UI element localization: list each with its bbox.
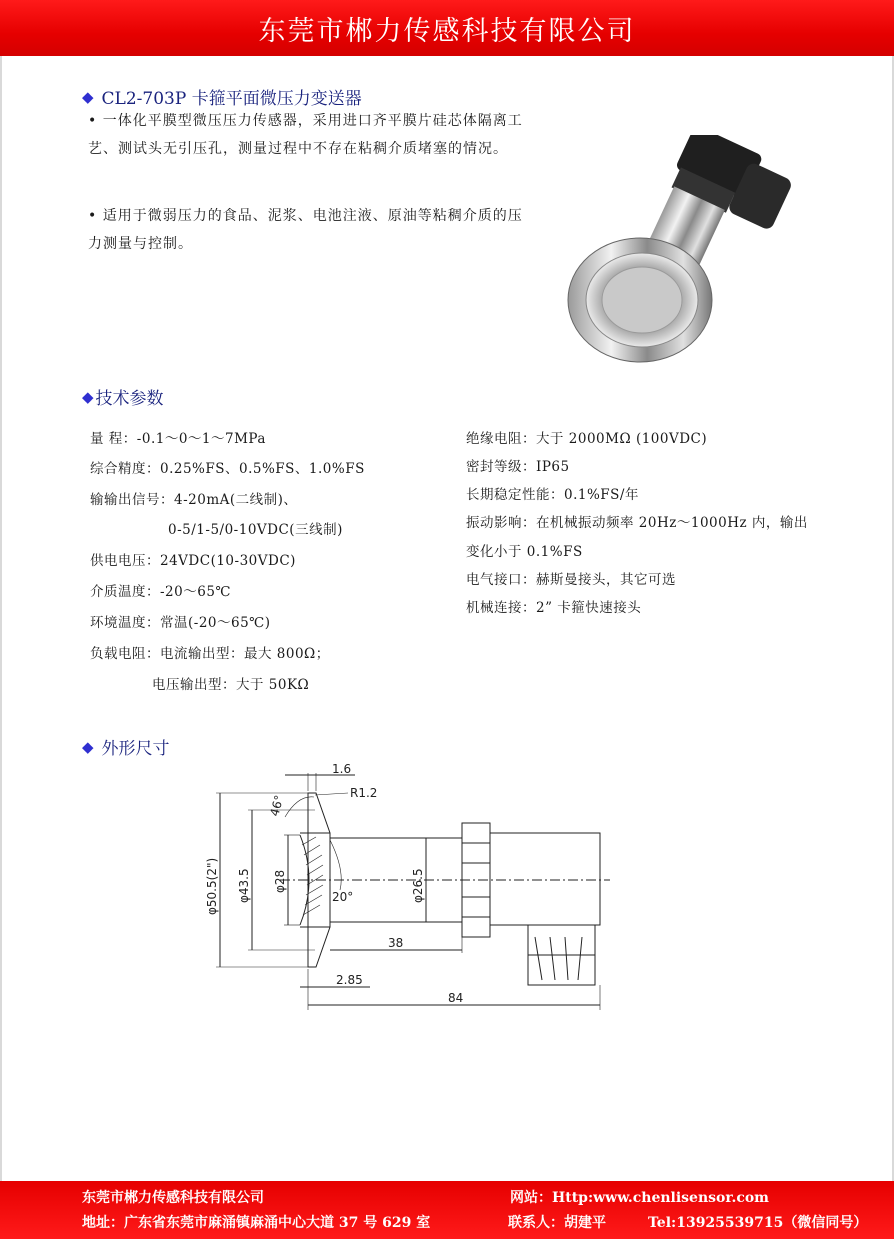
dimensions-title-row	[82, 734, 170, 759]
spec-range: 量 程：-0.1～0～1～7MPa	[90, 431, 266, 447]
spec-electrical: 电气接口：赫斯曼接头，其它可选	[466, 572, 676, 588]
footer-company: 东莞市郴力传感科技有限公司	[82, 1190, 264, 1206]
spec-supply: 供电电压：24VDC(10-30VDC)	[90, 553, 296, 569]
diamond-icon: ◆	[82, 737, 94, 756]
spec-output-cont: 0-5/1-5/0-10VDC(三线制)	[168, 522, 343, 538]
dim-38: 38	[388, 936, 404, 950]
spec-medium-temp: 介质温度：-20～65℃	[90, 584, 232, 600]
spec-vibration: 振动影响：在机械振动频率 20Hz～1000Hz 内，输出	[466, 515, 808, 531]
header-bar	[0, 0, 894, 56]
feature-1: • 一体化平膜型微压压力传感器，采用进口齐平膜片硅芯体隔离工艺、测试头无引压孔，测量过程中不存在粘稠介质堵塞的情况。	[88, 113, 523, 157]
spec-output: 输输出信号：4-20mA(二线制)、	[90, 492, 298, 508]
dim-r1-2: R1.2	[350, 786, 378, 800]
company-title: 东莞市郴力传感科技有限公司	[258, 15, 636, 47]
product-title: CL2-703P 卡箍平面微压力变送器	[101, 89, 362, 109]
dim-dia-26-5: φ26.5	[411, 868, 425, 903]
dim-1-6: 1.6	[332, 762, 352, 776]
product-photo	[545, 135, 815, 370]
spec-load: 负载电阻：电流输出型：最大 800Ω；	[90, 646, 330, 662]
footer-website[interactable]: 网站：Http:www.chenlisensor.com	[510, 1190, 769, 1206]
spec-accuracy: 综合精度：0.25%FS、0.5%FS、1.0%FS	[90, 461, 365, 477]
specs-title: 技术参数	[95, 389, 164, 409]
dim-dia-50-5: φ50.5(2")	[205, 857, 219, 915]
specs-title-row	[82, 384, 164, 409]
feature-2: • 适用于微弱压力的食品、泥浆、电池注液、原油等粘稠介质的压力测量与控制。	[88, 208, 523, 252]
product-title-row	[82, 84, 362, 109]
spec-mechanical: 机械连接：2” 卡箍快速接头	[466, 600, 642, 616]
spec-stability: 长期稳定性能：0.1%FS/年	[466, 487, 639, 503]
spec-ip: 密封等级：IP65	[466, 459, 570, 475]
spec-vibration-cont: 变化小于 0.1%FS	[466, 544, 583, 560]
spec-insulation: 绝缘电阻：大于 2000MΩ (100VDC)	[466, 431, 708, 447]
dim-angle-20: 20°	[332, 890, 354, 904]
dim-angle-46: 46°	[267, 793, 287, 818]
spec-load-cont: 电压输出型：大于 50KΩ	[152, 677, 310, 693]
dim-dia-43-5: φ43.5	[237, 868, 251, 903]
footer-tel: Tel:13925539715（微信同号）	[648, 1215, 868, 1231]
diamond-icon: ◆	[82, 87, 94, 106]
dimension-drawing	[190, 755, 620, 1025]
dim-dia-28: φ28	[273, 869, 287, 893]
dimensions-title: 外形尺寸	[101, 739, 170, 759]
dim-84: 84	[448, 991, 464, 1005]
footer-contact: 联系人：胡建平	[508, 1215, 606, 1231]
spec-ambient-temp: 环境温度：常温(-20～65℃)	[90, 615, 271, 631]
diamond-icon: ◆	[82, 387, 94, 406]
footer-address: 地址：广东省东莞市麻涌镇麻涌中心大道 37 号 629 室	[82, 1215, 431, 1231]
dim-2-85: 2.85	[336, 973, 363, 987]
